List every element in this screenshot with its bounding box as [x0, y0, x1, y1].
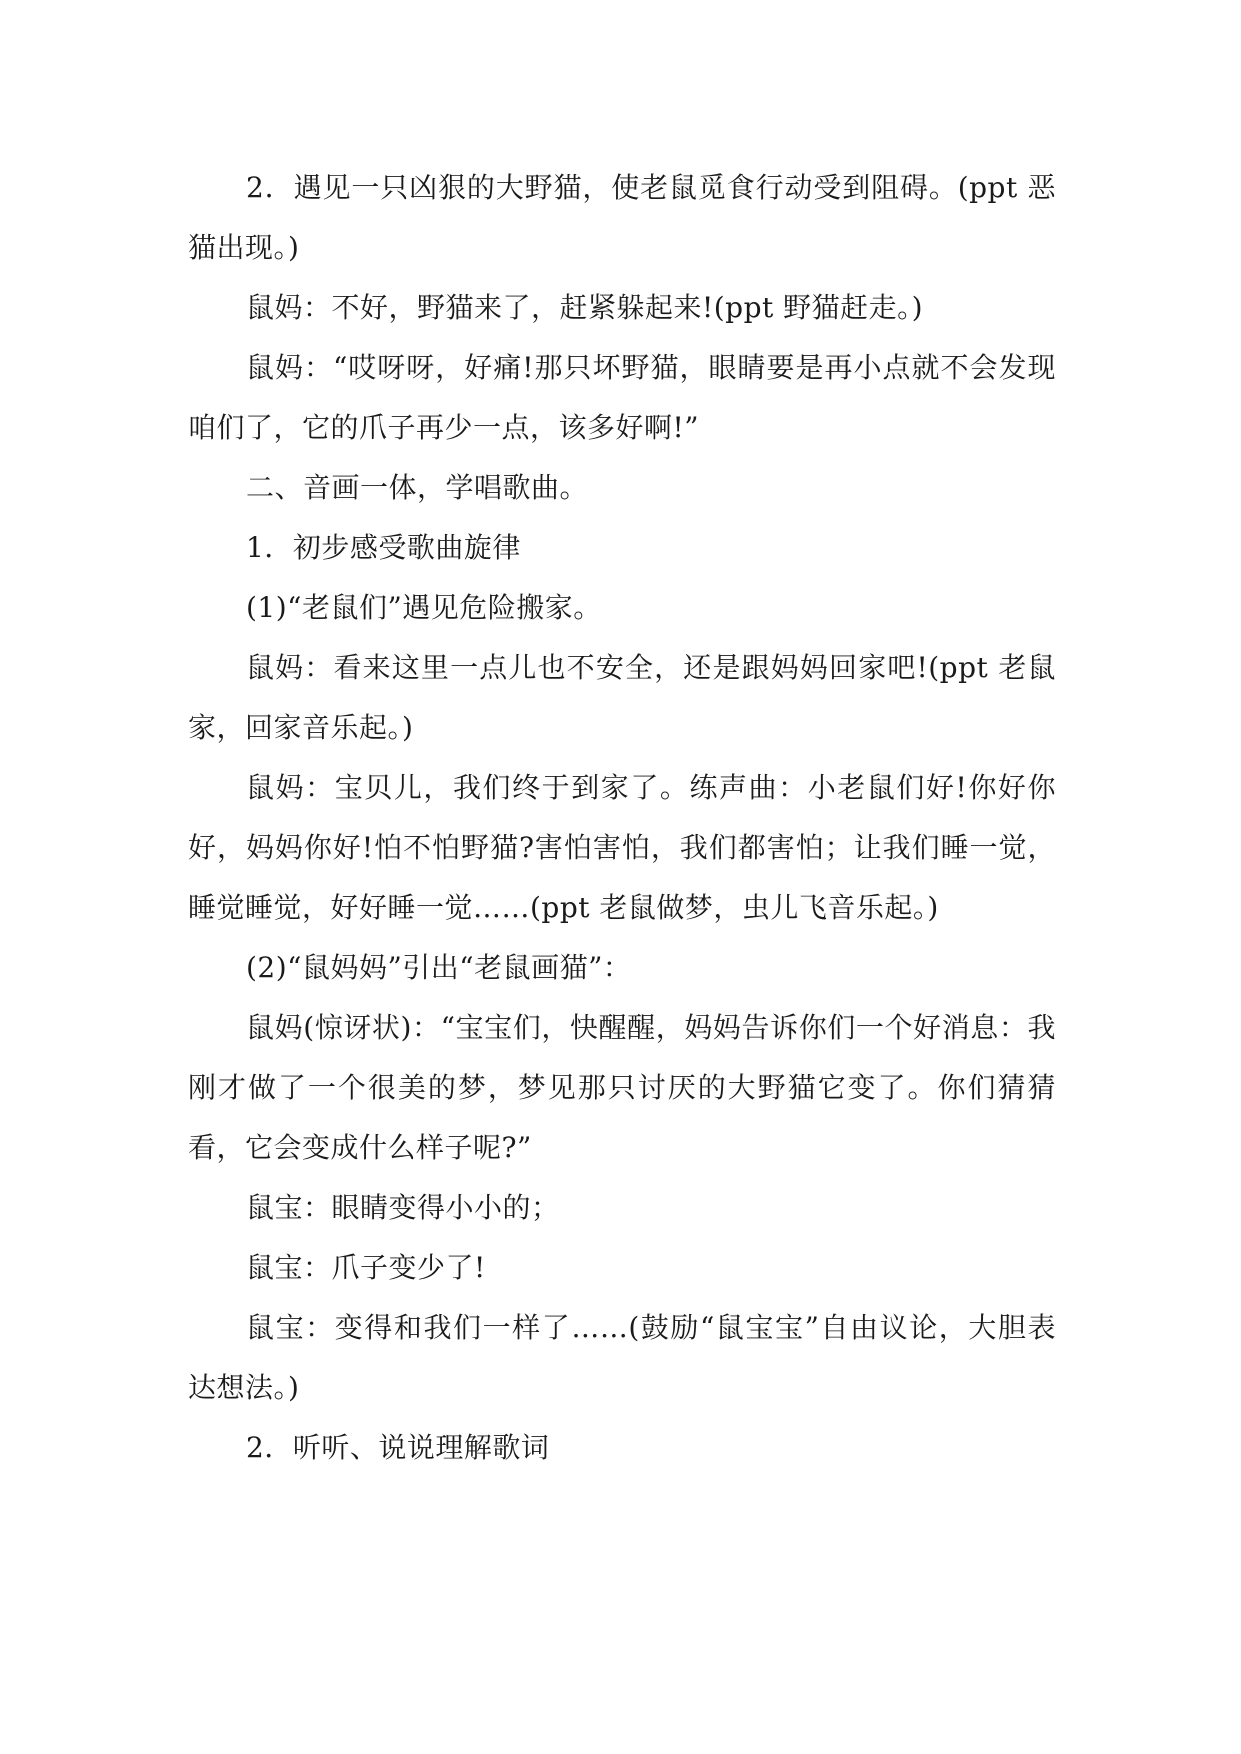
subheading-mouse-draw-cat: (2)“鼠妈妈”引出“老鼠画猫”： — [246, 951, 632, 984]
paragraph-baby-eyes: 鼠宝：眼睛变得小小的； — [246, 1191, 560, 1224]
subheading-move-house: (1)“老鼠们”遇见危险搬家。 — [246, 591, 602, 624]
paragraph-mom-hide: 鼠妈：不好，野猫来了，赶紧躲起来!(ppt 野猫赶走。) — [246, 291, 924, 324]
document-body — [188, 158, 1056, 1478]
paragraph-mom-go-home: 鼠妈：看来这里一点儿也不安全，还是跟妈妈回家吧!(ppt 老鼠家，回家音乐起。) — [188, 651, 1056, 744]
section-heading-two: 二、音画一体，学唱歌曲。 — [246, 471, 589, 504]
subheading-lyrics: 2．听听、说说理解歌词 — [246, 1431, 550, 1464]
paragraph-mom-home-song: 鼠妈：宝贝儿，我们终于到家了。练声曲：小老鼠们好!你好你好，妈妈你好!怕不怕野猫?害怕害怕，我们都害怕；让我们睡一觉，睡觉睡觉，好好睡一觉……(ppt 老鼠做梦，虫儿飞音乐起。) — [188, 771, 1056, 924]
paragraph-mom-dream: 鼠妈(惊讶状)：“宝宝们，快醒醒，妈妈告诉你们一个好消息：我刚才做了一个很美的梦，梦见那只讨厌的大野猫它变了。你们猜猜看，它会变成什么样子呢?” — [188, 1011, 1056, 1164]
paragraph-encounter-cat: 2．遇见一只凶狠的大野猫，使老鼠觅食行动受到阻碍。(ppt 恶猫出现。) — [188, 171, 1056, 264]
subheading-melody: 1．初步感受歌曲旋律 — [246, 531, 521, 564]
paragraph-baby-claws: 鼠宝：爪子变少了! — [246, 1251, 486, 1284]
paragraph-baby-same: 鼠宝：变得和我们一样了……(鼓励“鼠宝宝”自由议论，大胆表达想法。) — [188, 1311, 1056, 1404]
paragraph-mom-ouch: 鼠妈：“哎呀呀，好痛!那只坏野猫，眼睛要是再小点就不会发现咱们了，它的爪子再少一点，该多好啊!” — [188, 351, 1056, 444]
